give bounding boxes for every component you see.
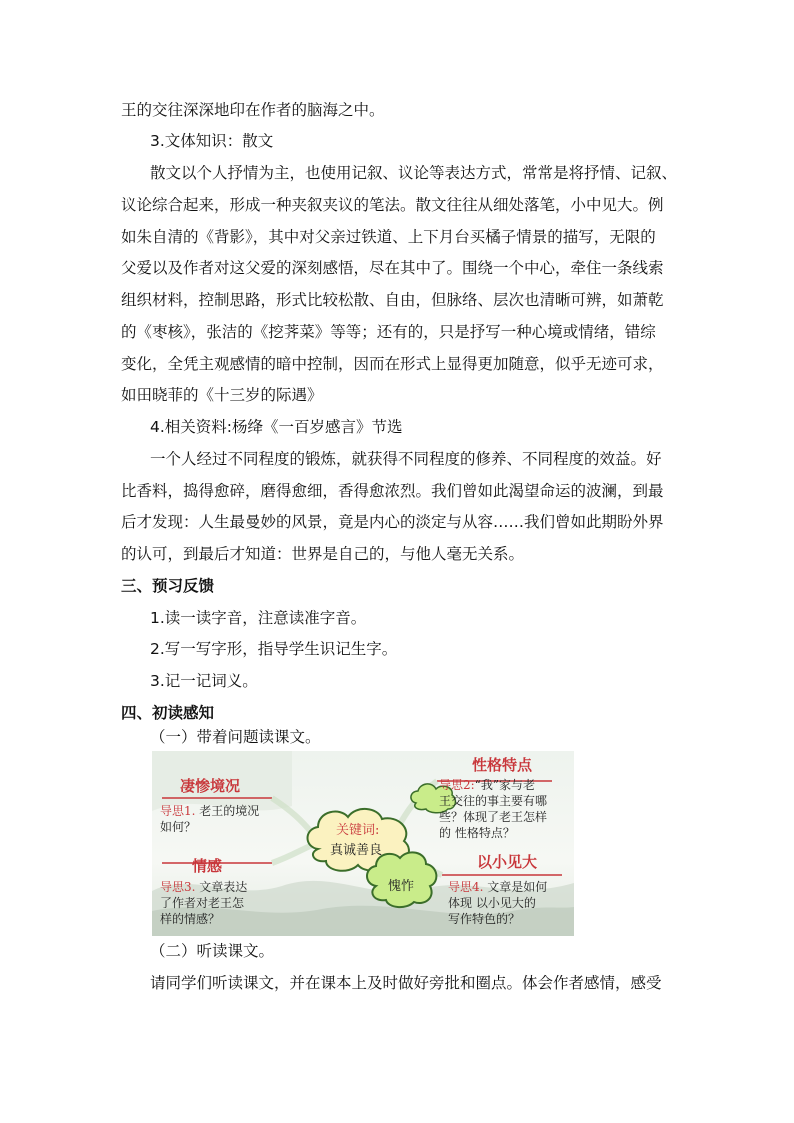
- list-item: 1.读一读字音，注意读准字音。: [150, 609, 367, 627]
- paragraph-line: 如朱自清的《背影》，其中对父亲过铁道、上下月台买橘子情景的描写，无限的: [121, 228, 656, 246]
- section-heading-genre: 3.文体知识：散文: [150, 132, 274, 150]
- paragraph-line: 变化，全凭主观感情的暗中控制，因而在形式上显得更加随意，似乎无迹可求，: [121, 355, 664, 373]
- label-miserable-situation: 凄惨境况: [180, 777, 241, 795]
- paragraph-line: 散文以个人抒情为主，也使用记叙、议论等表达方式，常常是将抒情、记叙、: [150, 164, 678, 182]
- paragraph-line: 比香料，捣得愈碎，磨得愈细，香得愈浓烈。我们曾如此渴望命运的波澜，到最: [121, 482, 664, 500]
- keyword-label: 关键词:: [336, 823, 380, 838]
- label-character-traits: 性格特点: [472, 756, 533, 774]
- paragraph-line: 组织材料，控制思路，形式比较松散、自由，但脉络、层次也清晰可辨，如萧乾: [121, 291, 664, 309]
- keyword-value: 真诚善良: [330, 843, 383, 858]
- paragraph-line: 的《枣核》，张洁的《挖荠菜》等等；还有的，只是抒写一种心境或情绪，错综: [121, 323, 656, 341]
- guide-question-4: 导思4. 文章是如何 体现 以小见大的 写作特色的？: [448, 880, 548, 926]
- paragraph-line: 议论综合起来，形成一种夹叙夹议的笔法。散文往往从细处落笔，小中见大。例: [121, 196, 664, 214]
- keyword-extra: 愧怍: [388, 879, 415, 894]
- list-item: 2.写一写字形，指导学生识记生字。: [150, 640, 398, 658]
- paragraph-line: 王的交往深深地印在作者的脑海之中。: [121, 101, 385, 119]
- guide-question-1: 导思1. 老王的境况 如何？: [160, 804, 260, 834]
- section-heading-first-reading: 四、初读感知: [121, 704, 215, 722]
- guide-question-3: 导思3. 文章表达 了作者对老王怎 样的情感？: [160, 880, 248, 926]
- subheading: （一）带着问题读课文。: [150, 728, 321, 746]
- section-heading-reference: 4.相关资料:杨绛《一百岁感言》节选: [150, 418, 403, 436]
- list-item: 3.记一记词义。: [150, 672, 258, 690]
- label-emotion: 情感: [192, 857, 223, 875]
- subheading: （二）听读课文。: [150, 942, 275, 960]
- paragraph-line: 请同学们听读课文，并在课本上及时做好旁批和圈点。体会作者感情，感受: [150, 974, 662, 992]
- section-heading-preview: 三、预习反馈: [121, 577, 215, 595]
- paragraph-line: 的认可，到最后才知道：世界是自己的，与他人毫无关系。: [121, 545, 525, 563]
- paragraph-line: 一个人经过不同程度的锻炼，就获得不同程度的修养、不同程度的效益。好: [150, 450, 662, 468]
- paragraph-line: 后才发现：人生最曼妙的风景，竟是内心的淡定与从容……我们曾如此期盼外界: [121, 513, 664, 531]
- mind-map-diagram: [152, 751, 574, 936]
- guide-question-2: 导思2:“我”家与老 王交往的事主要有哪 些？体现了老王怎样 的 性格特点？: [439, 778, 548, 840]
- paragraph-line: 父爱以及作者对这父爱的深刻感悟，尽在其中了。围绕一个中心，牵住一条线索: [121, 259, 664, 277]
- label-small-to-large: 以小见大: [477, 853, 538, 871]
- paragraph-line: 如田晓菲的《十三岁的际遇》: [121, 386, 323, 404]
